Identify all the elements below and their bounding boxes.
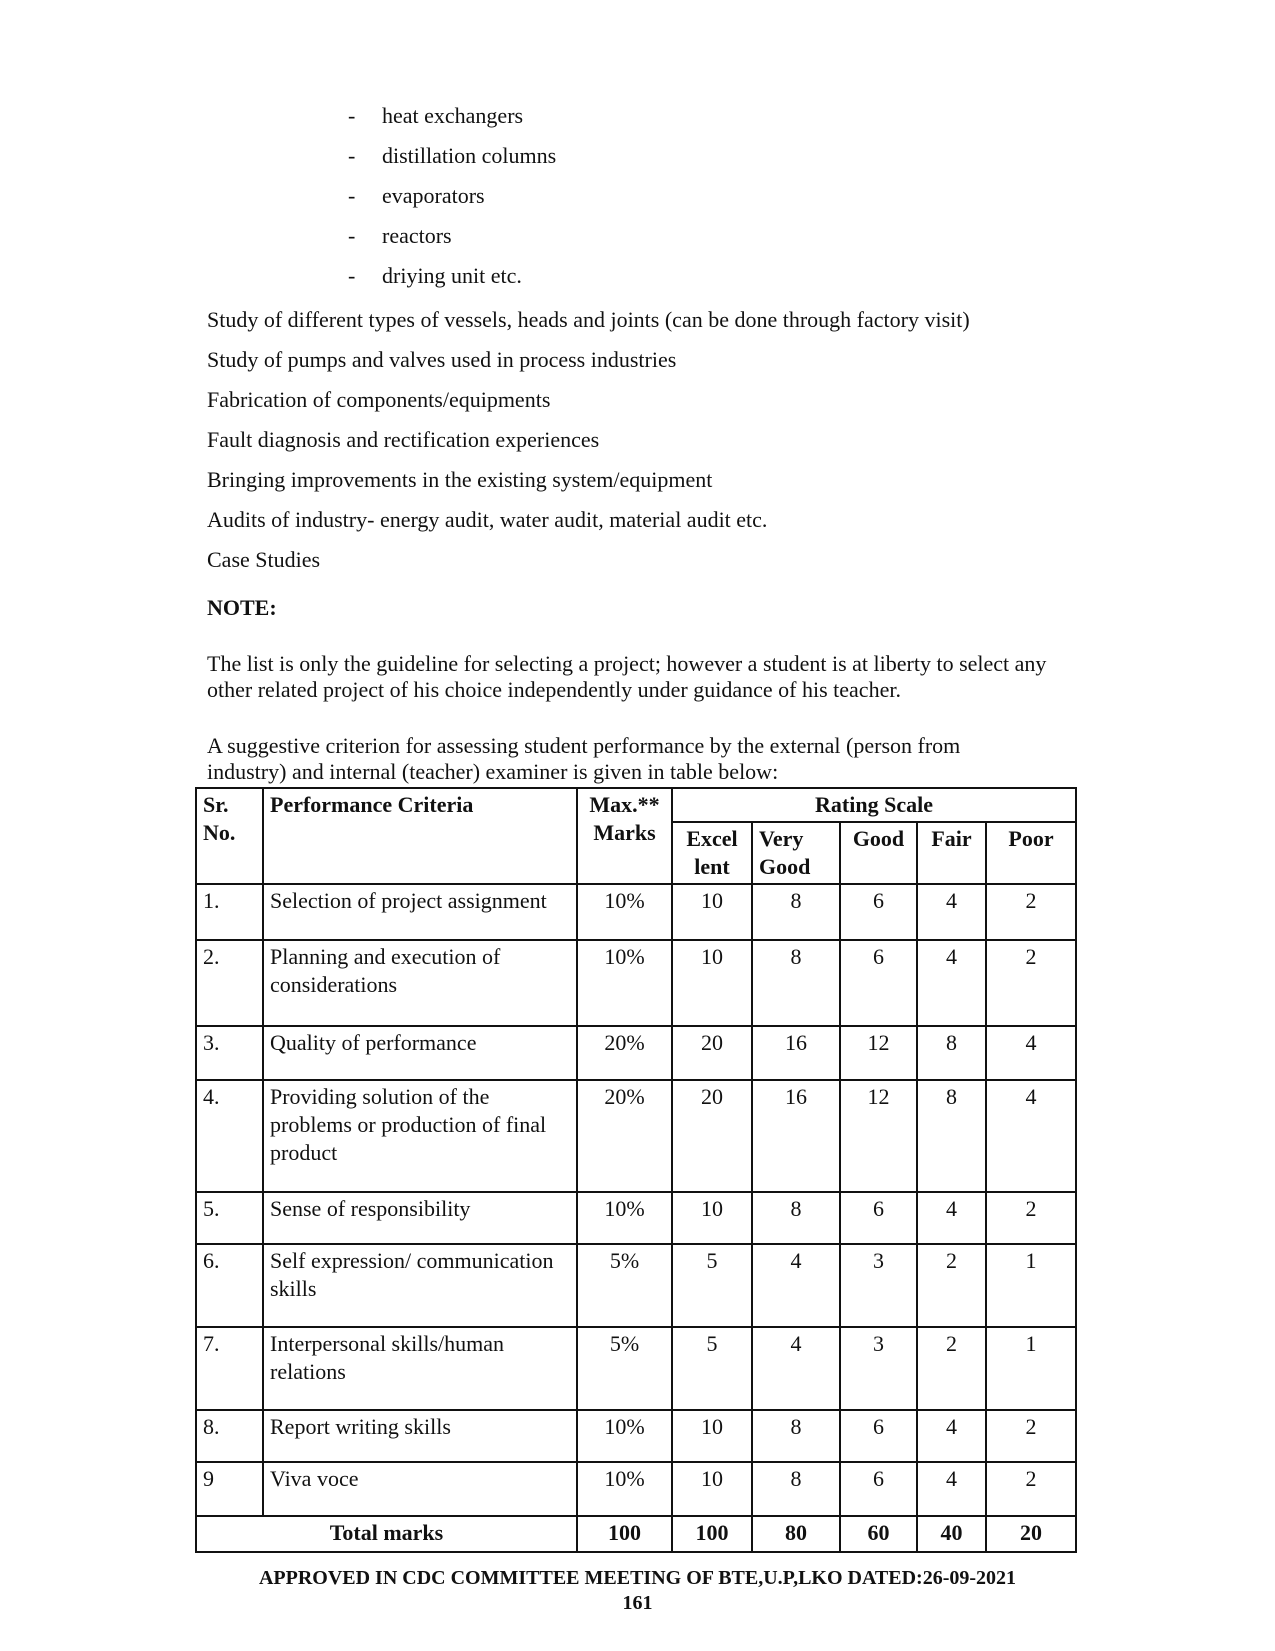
table-row bbox=[196, 1026, 1076, 1080]
cell-excellent: 20 bbox=[672, 1026, 752, 1080]
cell-criteria: Viva voce bbox=[263, 1462, 577, 1516]
criterion-paragraph: A suggestive criterion for assessing student performance by the external (person from industry) and internal (teacher) examiner is given in table below: bbox=[207, 733, 961, 784]
cell-max: 5% bbox=[577, 1244, 672, 1327]
header-very-good: Very Good bbox=[752, 822, 840, 884]
topic-line: Bringing improvements in the existing system/equipment bbox=[207, 467, 713, 492]
bullet-dash: - bbox=[348, 223, 356, 248]
total-excellent: 100 bbox=[672, 1516, 752, 1552]
bullet-dash: - bbox=[348, 183, 356, 208]
table-row bbox=[196, 940, 1076, 1026]
table-header-row bbox=[196, 788, 1076, 822]
table-row bbox=[196, 1080, 1076, 1192]
cell-criteria: Sense of responsibility bbox=[263, 1192, 577, 1244]
topic-line: Fabrication of components/equipments bbox=[207, 387, 551, 412]
cell-sr: 3. bbox=[196, 1026, 263, 1080]
performance-criteria-table bbox=[195, 787, 1077, 1553]
total-poor: 20 bbox=[986, 1516, 1076, 1552]
cell-sr: 5. bbox=[196, 1192, 263, 1244]
cell-very-good: 8 bbox=[752, 940, 840, 1026]
table-row bbox=[196, 1462, 1076, 1516]
header-poor: Poor bbox=[986, 822, 1076, 884]
cell-sr: 4. bbox=[196, 1080, 263, 1192]
total-label: Total marks bbox=[196, 1516, 577, 1552]
table-row bbox=[196, 884, 1076, 940]
cell-criteria: Quality of performance bbox=[263, 1026, 577, 1080]
cell-max: 10% bbox=[577, 1410, 672, 1462]
total-fair: 40 bbox=[917, 1516, 986, 1552]
cell-good: 6 bbox=[840, 940, 917, 1026]
cell-poor: 4 bbox=[986, 1026, 1076, 1080]
topic-line: Case Studies bbox=[207, 547, 321, 572]
cell-excellent: 10 bbox=[672, 1410, 752, 1462]
table-row bbox=[196, 1410, 1076, 1462]
cell-sr: 8. bbox=[196, 1410, 263, 1462]
cell-excellent: 10 bbox=[672, 884, 752, 940]
cell-poor: 2 bbox=[986, 1192, 1076, 1244]
cell-fair: 4 bbox=[917, 884, 986, 940]
table-row bbox=[196, 1244, 1076, 1327]
topic-line: Study of pumps and valves used in process industries bbox=[207, 347, 677, 372]
cell-good: 6 bbox=[840, 1192, 917, 1244]
cell-sr: 1. bbox=[196, 884, 263, 940]
cell-poor: 1 bbox=[986, 1327, 1076, 1410]
cell-poor: 2 bbox=[986, 1462, 1076, 1516]
cell-max: 10% bbox=[577, 1462, 672, 1516]
cell-good: 12 bbox=[840, 1026, 917, 1080]
cell-max: 10% bbox=[577, 940, 672, 1026]
total-max: 100 bbox=[577, 1516, 672, 1552]
cell-criteria: Report writing skills bbox=[263, 1410, 577, 1462]
approval-footer: APPROVED IN CDC COMMITTEE MEETING OF BTE,U.P,LKO DATED:26-09-2021 bbox=[258, 1567, 1017, 1589]
cell-max: 10% bbox=[577, 884, 672, 940]
cell-sr: 7. bbox=[196, 1327, 263, 1410]
list-item-text: distillation columns bbox=[382, 143, 557, 168]
cell-fair: 4 bbox=[917, 1410, 986, 1462]
list-item-text: reactors bbox=[382, 223, 452, 248]
cell-criteria: Interpersonal skills/human relations bbox=[263, 1327, 577, 1410]
cell-very-good: 16 bbox=[752, 1026, 840, 1080]
cell-criteria: Planning and execution of considerations bbox=[263, 940, 577, 1026]
cell-max: 10% bbox=[577, 1192, 672, 1244]
cell-very-good: 16 bbox=[752, 1080, 840, 1192]
cell-excellent: 5 bbox=[672, 1244, 752, 1327]
cell-fair: 4 bbox=[917, 1192, 986, 1244]
cell-fair: 8 bbox=[917, 1026, 986, 1080]
header-fair: Fair bbox=[917, 822, 986, 884]
cell-poor: 4 bbox=[986, 1080, 1076, 1192]
topic-line: Audits of industry- energy audit, water audit, material audit etc. bbox=[207, 507, 768, 532]
cell-very-good: 4 bbox=[752, 1327, 840, 1410]
cell-criteria: Providing solution of the problems or production of final product bbox=[263, 1080, 577, 1192]
list-item-text: evaporators bbox=[382, 183, 485, 208]
cell-very-good: 8 bbox=[752, 1192, 840, 1244]
cell-fair: 2 bbox=[917, 1327, 986, 1410]
cell-sr: 9 bbox=[196, 1462, 263, 1516]
cell-very-good: 8 bbox=[752, 1462, 840, 1516]
cell-good: 6 bbox=[840, 884, 917, 940]
cell-excellent: 5 bbox=[672, 1327, 752, 1410]
cell-max: 20% bbox=[577, 1026, 672, 1080]
cell-poor: 2 bbox=[986, 884, 1076, 940]
list-item-text: driying unit etc. bbox=[382, 263, 522, 288]
cell-very-good: 8 bbox=[752, 1410, 840, 1462]
cell-good: 3 bbox=[840, 1244, 917, 1327]
cell-poor: 2 bbox=[986, 940, 1076, 1026]
header-rating-scale: Rating Scale bbox=[672, 788, 1076, 822]
project-topics-list bbox=[207, 307, 970, 587]
cell-poor: 1 bbox=[986, 1244, 1076, 1327]
cell-excellent: 20 bbox=[672, 1080, 752, 1192]
cell-very-good: 8 bbox=[752, 884, 840, 940]
page-number: 161 bbox=[622, 1592, 653, 1614]
cell-good: 6 bbox=[840, 1462, 917, 1516]
bullet-dash: - bbox=[348, 143, 356, 168]
cell-criteria: Selection of project assignment bbox=[263, 884, 577, 940]
cell-fair: 4 bbox=[917, 1462, 986, 1516]
bullet-dash: - bbox=[348, 103, 356, 128]
header-max-marks: Max.** Marks bbox=[577, 788, 672, 884]
header-good: Good bbox=[840, 822, 917, 884]
cell-max: 5% bbox=[577, 1327, 672, 1410]
cell-excellent: 10 bbox=[672, 1192, 752, 1244]
cell-excellent: 10 bbox=[672, 940, 752, 1026]
cell-fair: 4 bbox=[917, 940, 986, 1026]
cell-very-good: 4 bbox=[752, 1244, 840, 1327]
header-performance-criteria: Performance Criteria bbox=[263, 788, 577, 884]
table-row bbox=[196, 1192, 1076, 1244]
list-item-text: heat exchangers bbox=[382, 103, 524, 128]
cell-good: 12 bbox=[840, 1080, 917, 1192]
note-paragraph: The list is only the guideline for selecting a project; however a student is at liberty to select any other related project of his choice independently under guidance of his teacher. bbox=[207, 651, 1047, 702]
total-very-good: 80 bbox=[752, 1516, 840, 1552]
cell-poor: 2 bbox=[986, 1410, 1076, 1462]
table-row bbox=[196, 1327, 1076, 1410]
cell-fair: 8 bbox=[917, 1080, 986, 1192]
total-good: 60 bbox=[840, 1516, 917, 1552]
cell-excellent: 10 bbox=[672, 1462, 752, 1516]
cell-sr: 2. bbox=[196, 940, 263, 1026]
topic-line: Fault diagnosis and rectification experiences bbox=[207, 427, 600, 452]
cell-good: 6 bbox=[840, 1410, 917, 1462]
cell-fair: 2 bbox=[917, 1244, 986, 1327]
bullet-dash: - bbox=[348, 263, 356, 288]
cell-sr: 6. bbox=[196, 1244, 263, 1327]
cell-max: 20% bbox=[577, 1080, 672, 1192]
total-row bbox=[196, 1516, 1076, 1552]
cell-good: 3 bbox=[840, 1327, 917, 1410]
note-heading: NOTE: bbox=[207, 595, 277, 620]
header-sr-no: Sr. No. bbox=[196, 788, 263, 884]
header-excellent: Excel lent bbox=[672, 822, 752, 884]
topic-line: Study of different types of vessels, heads and joints (can be done through factory visit) bbox=[207, 307, 970, 332]
cell-criteria: Self expression/ communication skills bbox=[263, 1244, 577, 1327]
